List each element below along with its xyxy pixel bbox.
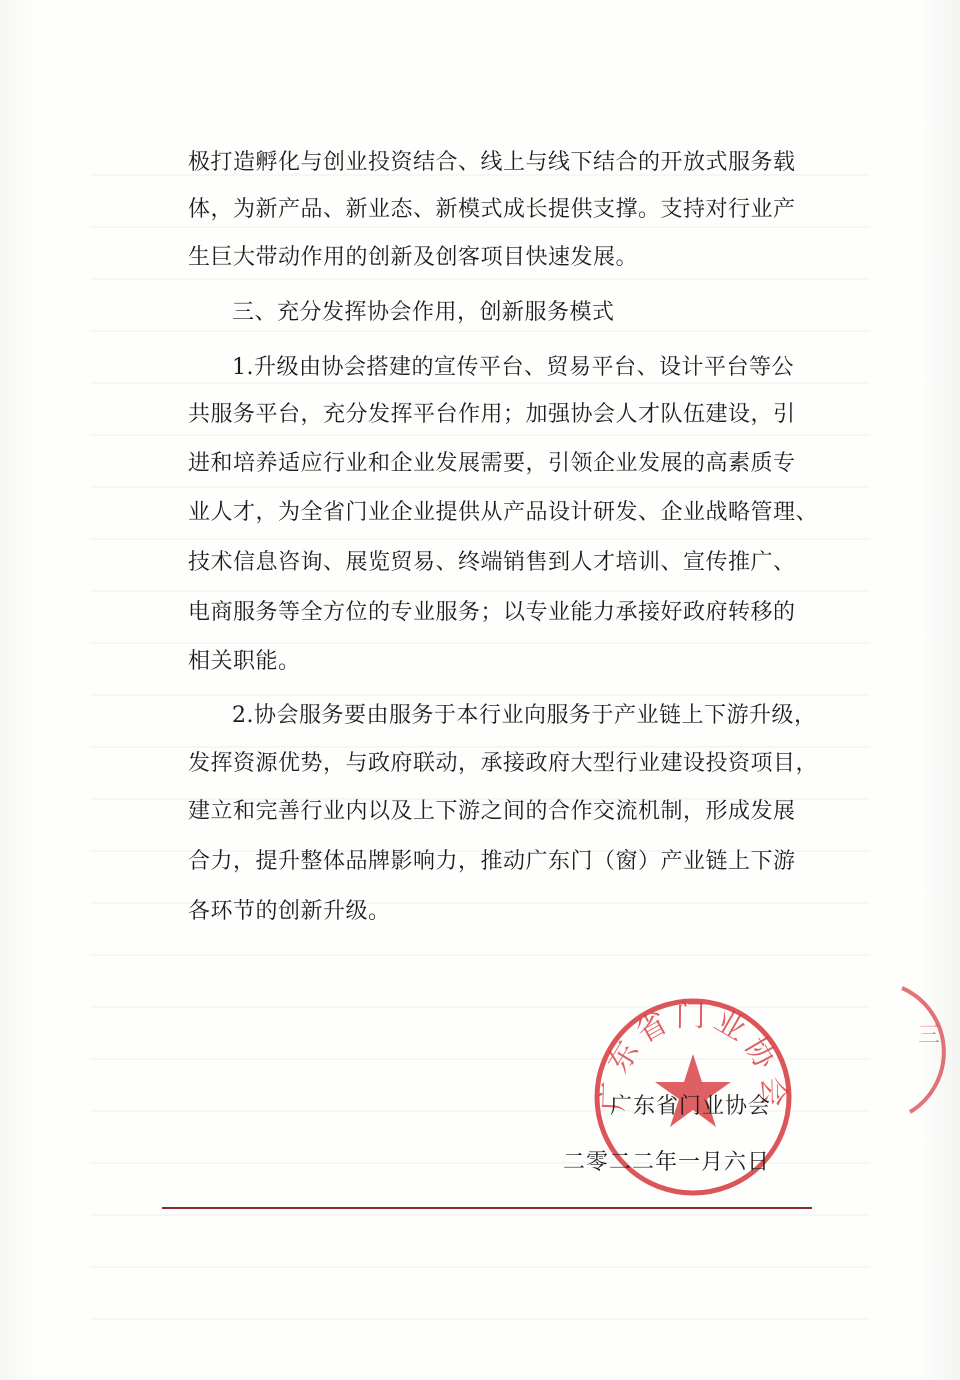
text-line-content: 业人才，为全省门业企业提供从产品设计研发、企业战略管理、 — [188, 500, 819, 525]
text-line — [0, 231, 960, 285]
text-line — [0, 536, 960, 590]
text-line — [0, 136, 960, 190]
signature-date: 二零二二年一月六日 — [563, 1150, 771, 1175]
text-line-content: 体，为新产品、新业态、新模式成长提供支撑。支持对行业产 — [188, 197, 796, 222]
text-line-content: 技术信息咨询、展览贸易、终端销售到人才培训、宣传推广、 — [188, 550, 796, 575]
text-line-content: 进和培养适应行业和企业发展需要，引领企业发展的高素质专 — [188, 451, 796, 476]
text-line-content: 极打造孵化与创业投资结合、线上与线下结合的开放式服务载 — [188, 150, 796, 175]
signature-organization: 广东省门业协会 — [610, 1094, 772, 1119]
section-heading-text: 三、充分发挥协会作用，创新服务模式 — [232, 300, 615, 325]
svg-text:三: 三 — [918, 1023, 941, 1048]
text-line — [0, 183, 960, 237]
text-line-content: 相关职能。 — [188, 649, 301, 674]
text-line — [0, 486, 960, 540]
seal-lettering: 广东省门业协会 — [595, 998, 791, 1113]
seal-edge-fragment-icon — [880, 980, 960, 1120]
text-line-content: 电商服务等全方位的专业服务；以专业能力承接好政府转移的 — [188, 600, 796, 625]
text-line — [0, 388, 960, 442]
text-line-content: 生巨大带动作用的创新及创客项目快速发展。 — [188, 245, 639, 270]
text-line — [0, 737, 960, 791]
text-line — [0, 885, 960, 939]
text-line — [0, 785, 960, 839]
text-line-content: 1.升级由协会搭建的宣传平台、贸易平台、设计平台等公 — [232, 355, 794, 380]
text-line-content: 合力，提升整体品牌影响力，推动广东门（窗）产业链上下游 — [188, 849, 796, 874]
text-line — [0, 437, 960, 491]
text-line — [0, 835, 960, 889]
text-line-content: 2.协会服务要由服务于本行业向服务于产业链上下游升级， — [232, 703, 817, 728]
text-line-content: 各环节的创新升级。 — [188, 899, 391, 924]
text-line-content: 建立和完善行业内以及上下游之间的合作交流机制，形成发展 — [188, 799, 796, 824]
text-line — [0, 586, 960, 640]
text-line — [0, 689, 960, 743]
text-line — [0, 341, 960, 395]
text-line-content: 发挥资源优势，与政府联动，承接政府大型行业建设投资项目， — [188, 751, 819, 776]
text-line — [0, 635, 960, 689]
section-heading — [0, 286, 960, 340]
footer-divider — [162, 1207, 812, 1209]
text-line-content: 共服务平台，充分发挥平台作用；加强协会人才队伍建设，引 — [188, 402, 796, 427]
